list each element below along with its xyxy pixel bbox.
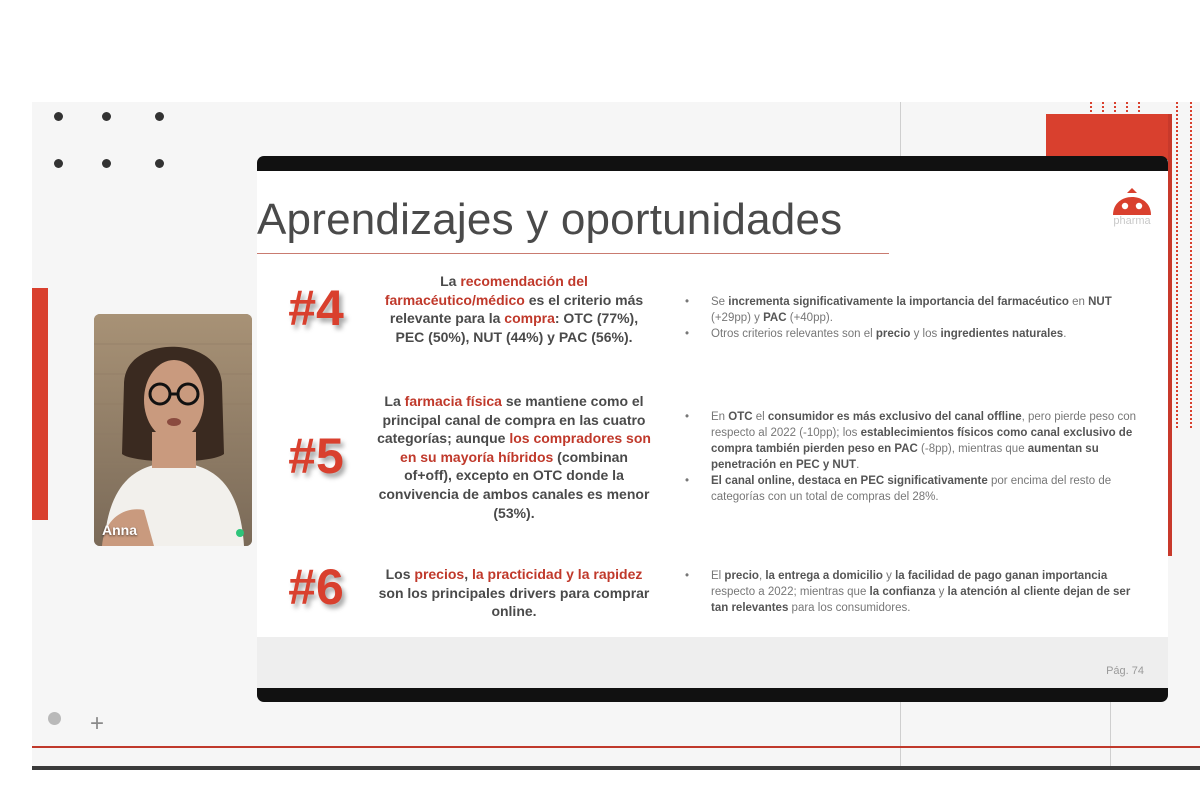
decor-dot [102, 159, 111, 168]
bullet-text: En [711, 411, 729, 423]
bold-text: incrementa significativamente la importancia del farmacéutico [728, 296, 1069, 308]
bullet-item [681, 294, 1147, 326]
decor-dot [102, 112, 111, 121]
participant-avatar [94, 314, 252, 546]
item-number: #5 [288, 428, 344, 484]
bullet-text: . [1063, 328, 1067, 340]
bold-text: El canal online, destaca en PEC significativamente [711, 475, 988, 487]
bullet-item [681, 568, 1147, 616]
slide-footer [257, 637, 1168, 688]
item-bullets [681, 568, 1147, 616]
bullet-text: , pero pierde peso con respecto al 2022 (-10pp); los [711, 411, 1137, 439]
bullet-text: en [1068, 296, 1089, 308]
summary-text: son los principales drivers para comprar online. [378, 584, 650, 620]
bold-text: establecimientos físicos como canal exclusivo de compra también pierden peso en PAC [711, 427, 1133, 455]
decor-vertical-line [1110, 702, 1111, 766]
summary-text: Los [385, 566, 415, 582]
bold-text: la entrega a domicilio [765, 570, 883, 582]
bullet-text: Otros criterios relevantes son el [711, 328, 876, 340]
bold-text: precio [875, 328, 911, 340]
bold-text: la facilidad de pago ganan importancia [895, 570, 1108, 582]
decor-vertical-line [900, 102, 901, 156]
bullet-text: y [935, 586, 948, 598]
bold-text: precio [724, 570, 759, 582]
item-number: #4 [288, 280, 344, 336]
bold-text: PAC [763, 312, 787, 324]
bullet-item [681, 326, 1147, 342]
slide-content [257, 171, 1168, 688]
bullet-text: y los [910, 328, 941, 340]
decor-dotted-line [1190, 102, 1192, 428]
item-summary [376, 565, 652, 621]
bullet-text: y [882, 570, 896, 582]
decor-dot [155, 112, 164, 121]
title-underline [257, 253, 889, 254]
decor-red-bar-left [32, 288, 48, 520]
bullet-item [681, 473, 1147, 505]
summary-text: : OTC (77%), PEC (50%), NUT (44%) y PAC (56%). [395, 310, 639, 345]
decor-vertical-line [900, 702, 901, 766]
decor-red-strip-right [1168, 114, 1172, 556]
decor-red-block-right [1046, 114, 1170, 160]
highlighted-text: precios [414, 566, 465, 582]
item-summary [376, 272, 652, 346]
summary-text: La [440, 273, 461, 289]
decor-red-line-bottom [32, 746, 1200, 748]
bullet-text: El [711, 570, 725, 582]
bullet-text: (+40pp). [786, 312, 833, 324]
slide-title: Aprendizajes y oportunidades [257, 195, 843, 244]
bullet-text: el [752, 411, 768, 423]
summary-text: La [384, 393, 405, 409]
participant-video-tile[interactable] [94, 314, 252, 546]
bold-text: ingredientes naturales [940, 328, 1064, 340]
bullet-text: (-8pp), mientras que [917, 443, 1028, 455]
summary-text: (combinan of+off), excepto en OTC donde la convivencia de ambos canales es menor (53%). [378, 448, 650, 521]
bullet-item [681, 409, 1147, 473]
add-icon[interactable]: + [90, 710, 105, 737]
bullet-icon: • [685, 475, 690, 487]
decor-dot [54, 159, 63, 168]
bullet-icon: • [685, 296, 690, 308]
bold-text: la atención al cliente dejan de ser tan relevantes [711, 586, 1131, 614]
summary-text: , [464, 566, 472, 582]
highlighted-text: compra [504, 310, 555, 327]
item-summary [376, 392, 652, 522]
bullet-text: , [758, 570, 766, 582]
decor-dot [54, 112, 63, 121]
item-bullets [681, 409, 1147, 505]
decor-dotted-line [1176, 102, 1178, 428]
bold-text: consumidor es más exclusivo del canal offline [767, 411, 1022, 423]
bold-text: OTC [728, 411, 753, 423]
bullet-text: (+29pp) y [711, 312, 764, 324]
stage-control-dot[interactable] [48, 712, 61, 725]
bullet-text: Se [711, 296, 729, 308]
summary-text: es el criterio más relevante para la [389, 291, 644, 327]
bold-text: aumentan su penetración en PEC y NUT [711, 443, 1099, 471]
bullet-text: . [856, 459, 860, 471]
bullet-text: respecto a 2022; mientras que [711, 586, 870, 598]
participant-name: Anna [102, 522, 137, 538]
shared-slide [257, 156, 1168, 702]
bullet-text: por encima del resto de categorías con un total de compras del 28%. [711, 475, 1112, 503]
decor-dot [155, 159, 164, 168]
item-bullets [681, 294, 1147, 342]
highlighted-text: la practicidad y la rapidez [471, 566, 643, 582]
highlighted-text: recomendación del farmacéutico/médico [384, 273, 588, 308]
bold-text: NUT [1088, 296, 1112, 308]
highlighted-text: los compradores son en su mayoría híbridos [400, 430, 651, 465]
bullet-text: para los consumidores. [788, 602, 911, 614]
bold-text: la confianza [869, 586, 936, 598]
stage-bottom-border [32, 766, 1200, 770]
bullet-icon: • [685, 328, 690, 340]
bullet-icon: • [685, 411, 690, 423]
item-number: #6 [288, 559, 344, 615]
summary-text: se mantiene como el principal canal de compra en las cuatro categorías; aunque [377, 393, 646, 447]
logo-text: pharma [1113, 215, 1151, 227]
pharma-logo-icon [1109, 185, 1155, 217]
bullet-icon: • [685, 570, 690, 582]
highlighted-text: farmacia física [404, 393, 502, 409]
page-number: Pág. 74 [1106, 665, 1144, 677]
pharma-logo [1109, 185, 1159, 233]
audio-indicator-icon [236, 529, 244, 537]
